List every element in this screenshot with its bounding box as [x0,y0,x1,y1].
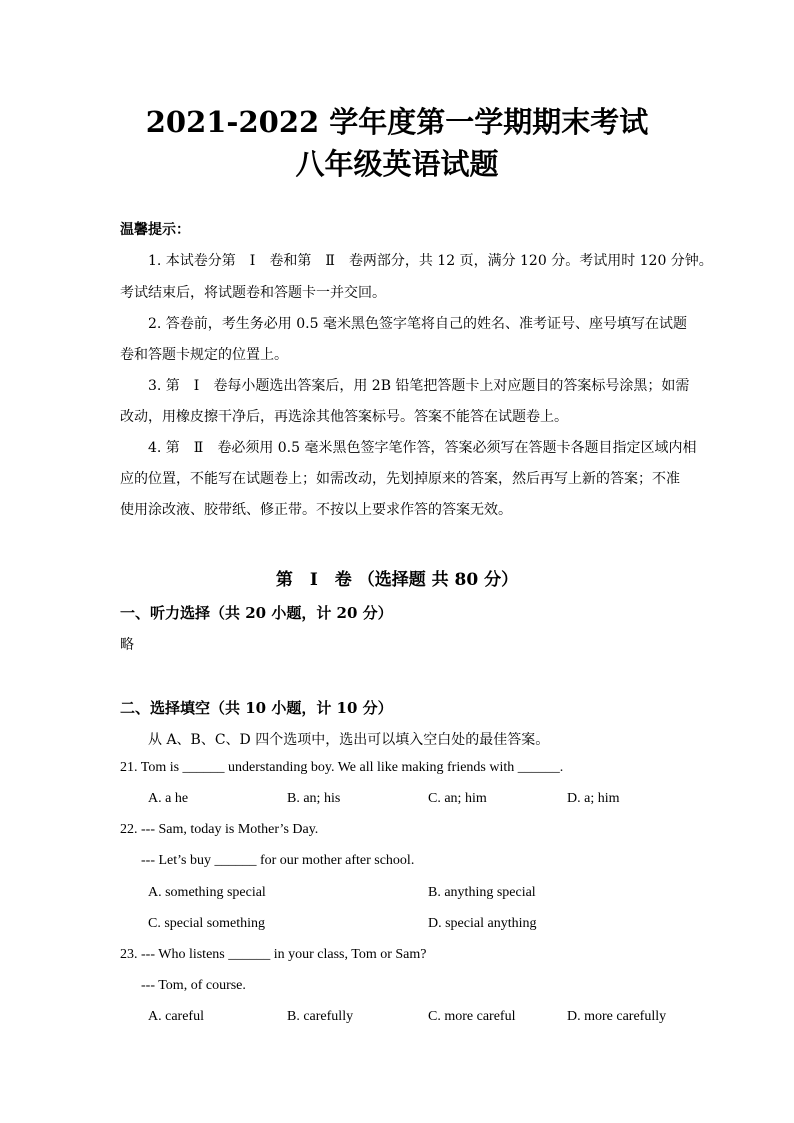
volume-heading: 第 Ⅰ 卷 （选择题 共 80 分） [275,570,519,590]
exam-subtitle: 八年级英语试题 [295,147,499,181]
notes-heading: 温馨提示： [120,222,190,238]
note-line: 改动，用橡皮擦干净后，再选涂其他答案标号。答案不能答在试题卷上。 [120,409,568,425]
note-line: 卷和答题卡规定的位置上。 [120,347,288,363]
section-heading-choice: 二、选择填空（共 10 小题，计 10 分） [120,699,393,717]
note-line: 2. 答卷前，考生务必用 0.5 毫米黑色签字笔将自己的姓名、准考证号、座号填写在试题 [148,316,687,332]
note-line: 考试结束后，将试题卷和答题卡一并交回。 [120,285,386,301]
note-line: 4. 第 Ⅱ 卷必须用 0.5 毫米黑色签字笔作答，答案必须写在答题卡各题目指定区域内相 [148,440,697,456]
option-d: D. a; him [567,791,620,806]
option-d: D. more carefully [567,1009,667,1024]
exam-title: 2021-2022 学年度第一学期期末考试 [145,105,649,139]
option-a: A. something special [148,885,266,900]
section-content: 略 [120,637,134,653]
question-stem: 22. --- Sam, today is Mother’s Day. [120,822,319,837]
option-a: A. careful [148,1009,204,1024]
option-b: B. carefully [287,1009,354,1024]
note-line: 应的位置，不能写在试题卷上；如需改动，先划掉原来的答案，然后再写上新的答案；不准 [120,471,680,487]
question-stem: 21. Tom is ______ understanding boy. We all like making friends with ______. [120,760,564,775]
option-b: B. an; his [287,791,341,806]
note-line: 3. 第 Ⅰ 卷每小题选出答案后，用 2B 铅笔把答题卡上对应题目的答案标号涂黑；如需 [148,378,690,394]
question-stem-reply: --- Tom, of course. [141,978,246,993]
option-d: D. special anything [428,916,537,931]
option-c: C. more careful [428,1009,516,1024]
note-line: 使用涂改液、胶带纸、修正带。不按以上要求作答的答案无效。 [120,502,512,518]
option-c: C. special something [148,916,266,931]
option-b: B. anything special [428,885,536,900]
option-a: A. a he [148,791,189,806]
section-heading-listening: 一、听力选择（共 20 小题，计 20 分） [120,604,393,622]
question-stem-reply: --- Let’s buy ______ for our mother after school. [141,853,415,868]
option-c: C. an; him [428,791,487,806]
question-stem: 23. --- Who listens ______ in your class, Tom or Sam? [120,947,427,962]
section-instruction: 从 A、B、C、D 四个选项中，选出可以填入空白处的最佳答案。 [148,732,550,748]
note-line: 1. 本试卷分第 Ⅰ 卷和第 Ⅱ 卷两部分，共 12 页，满分 120 分。考试用时 120 分钟。 [148,253,713,269]
